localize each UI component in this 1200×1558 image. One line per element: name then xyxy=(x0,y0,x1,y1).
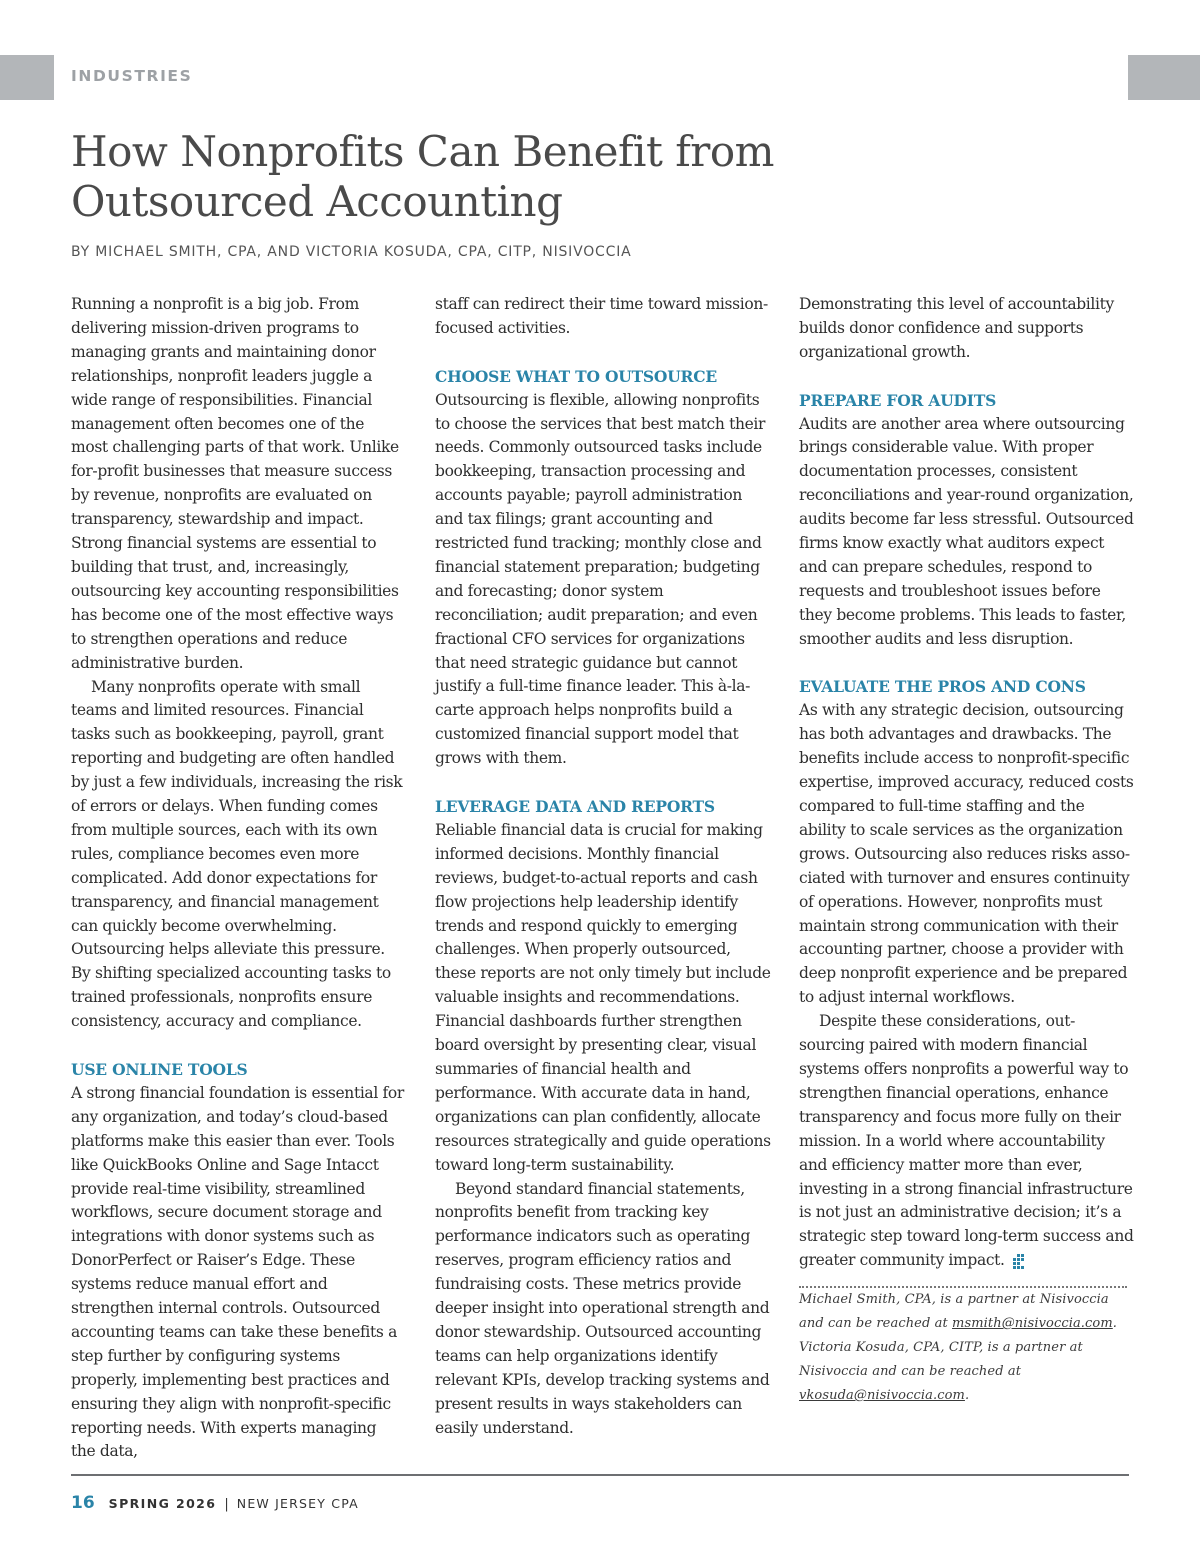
bio-text: . Victoria Kosuda, CPA, CITP, is a partner at Nisivoccia and can be reached at xyxy=(799,1316,1118,1380)
bio-text: Michael Smith, CPA, is a partner at Nisivoccia and can be reached at xyxy=(799,1292,1109,1332)
article-title: How Nonprofits Can Benefit from Outsourced Accounting xyxy=(71,127,774,226)
paragraph-text: Despite these considerations, outsourcing paired with modern financial systems offers nonprofits a powerful way to strengthen financial operations, enhance transparency and focus more fully on their mission. In a world where accountability and efficiency matter more than ever, investing in a strong financial infrastructure is not just an administrative decision; it’s a strategic step toward long-term success and greater community impact. xyxy=(799,1012,1134,1270)
paragraph: A strong financial foundation is essential for any organization, and today’s cloud-based platforms make this easier than ever. Tools like QuickBooks Online and Sage Intacct provide real-time visibility, streamlined workflows, secure document storage and integrations with donor systems such as DonorPerfect or Raiser’s Edge. These systems reduce manual effort and strengthen internal controls. Outsourced accounting teams can take these benefits a step further by configuring systems properly, implementing best practices and ensuring they align with nonprofit-specific reporting needs. With experts managing the data, xyxy=(71,1083,404,1461)
footer-divider xyxy=(71,1474,1129,1476)
page-number: 16 xyxy=(71,1493,95,1513)
section-heading: PREPARE FOR AUDITS xyxy=(799,390,997,410)
paragraph: Outsourcing is flexible, allowing nonprofits to choose the services that best match their needs. Commonly outsourced tasks include bookkeeping, transaction processing and accounts payable; payroll administration and tax filings; grant accounting and restricted fund tracking; monthly close and financial statement preparation; budgeting and forecasting; donor system reconciliation; audit preparation; and even fractional CFO services for organizations that need strategic guidance but cannot justify a full-time finance leader. This à-la-carte approach helps nonprofits build a customized financial support model that grows with them. xyxy=(435,390,766,768)
email-link-vkosuda[interactable]: vkosuda@nisivoccia.com xyxy=(799,1388,965,1404)
paragraph: Running a nonprofit is a big job. From delivering mission-driven programs to managing grants and maintaining donor relationships, nonprofit leaders juggle a wide range of responsibilities. Financial management often becomes one of the most challenging parts of that work. Unlike for-profit businesses that measure success by revenue, nonprofits are evaluated on transparency, stewardship and impact. Strong financial systems are essential to building that trust, and, increasingly, outsourcing key accounting responsibilities has become one of the most effective ways to strengthen operations and reduce administrative burden. xyxy=(71,295,399,672)
magazine-name: NEW JERSEY CPA xyxy=(236,1496,359,1511)
column-1 xyxy=(71,293,405,1464)
paragraph: Audits are another area where outsourcing brings considerable value. With proper documentation processes, consistent reconciliations and year-round organization, audits become far less stressful. Outsourced firms know exactly what auditors expect and can prepare schedules, respond to requests and troubleshoot issues before they become problems. This leads to faster, smoother audits and less disruption. xyxy=(799,414,1134,648)
byline: BY MICHAEL SMITH, CPA, AND VICTORIA KOSUDA, CPA, CITP, NISIVOCCIA xyxy=(71,244,632,260)
end-mark-icon xyxy=(1011,1254,1026,1269)
paragraph: As with any strategic decision, outsourcing has both advantages and drawbacks. The benefits include access to nonprofit-specific expertise, improved accuracy, reduced costs compared to full-time staffing and the ability to scale services as the organization grows. Outsourcing also reduces risks associated with turnover and ensures continuity of operations. However, nonprofits must maintain strong communication with their accounting partner, choose a provider with deep nonprofit experience and be prepared to adjust internal workflows. xyxy=(799,701,1134,1007)
column-3 xyxy=(799,293,1135,1408)
issue-date: SPRING 2026 xyxy=(108,1496,217,1511)
column-2 xyxy=(435,293,771,1440)
bio-text: . xyxy=(964,1388,970,1404)
section-heading: CHOOSE WHAT TO OUTSOURCE xyxy=(435,366,717,386)
section-tab-right xyxy=(1128,55,1200,100)
section-tab-left xyxy=(0,55,54,100)
footer-separator: | xyxy=(224,1497,229,1512)
paragraph: Beyond standard financial statements, nonprofits benefit from tracking key performance indicators such as operating reserves, program efficiency ratios and fundraising costs. These metrics provide deeper insight into operational strength and donor stewardship. Outsourced accounting teams can help organizations identify relevant KPIs, develop tracking systems and present results in ways stakeholders can easily understand. xyxy=(435,1179,770,1437)
paragraph: staff can redirect their time toward mission-focused activities. xyxy=(435,295,768,337)
section-heading: USE ONLINE TOOLS xyxy=(71,1059,248,1079)
paragraph: Many nonprofits operate with small teams and limited resources. Financial tasks such as bookkeeping, payroll, grant reporting and budgeting are often handled by just a few individuals, increasing the risk of errors or delays. When funding comes from multiple sources, each with its own rules, compliance becomes even more complicated. Add donor expectations for transparency, and financial management can quickly become overwhelming. Outsourcing helps alleviate this pressure. By shifting specialized accounting tasks to trained professionals, nonprofits ensure consistency, accuracy and compliance. xyxy=(71,677,403,1031)
section-heading: LEVERAGE DATA AND REPORTS xyxy=(435,797,715,816)
author-bio xyxy=(799,1288,1135,1408)
section-label: INDUSTRIES xyxy=(71,67,193,85)
footer xyxy=(71,1493,359,1513)
section-heading: EVALUATE THE PROS AND CONS xyxy=(799,677,1086,697)
paragraph: Demonstrating this level of accountability builds donor confidence and supports organizational growth. xyxy=(799,295,1114,361)
paragraph: Reliable financial data is crucial for making informed decisions. Monthly financial reviews, budget-to-actual reports and cash flow projections help leadership identify trends and respond quickly to emerging challenges. When properly outsourced, these reports are not only timely but include valuable insights and recommendations. Financial dashboards further strengthen board oversight by presenting clear, visual summaries of financial health and performance. With accurate data in hand, organizations can plan confidently, allocate resources strategically and guide operations toward long-term sustainability. xyxy=(435,820,771,1174)
email-link-msmith[interactable]: msmith@nisivoccia.com xyxy=(952,1316,1113,1332)
paragraph-final xyxy=(799,1010,1135,1273)
